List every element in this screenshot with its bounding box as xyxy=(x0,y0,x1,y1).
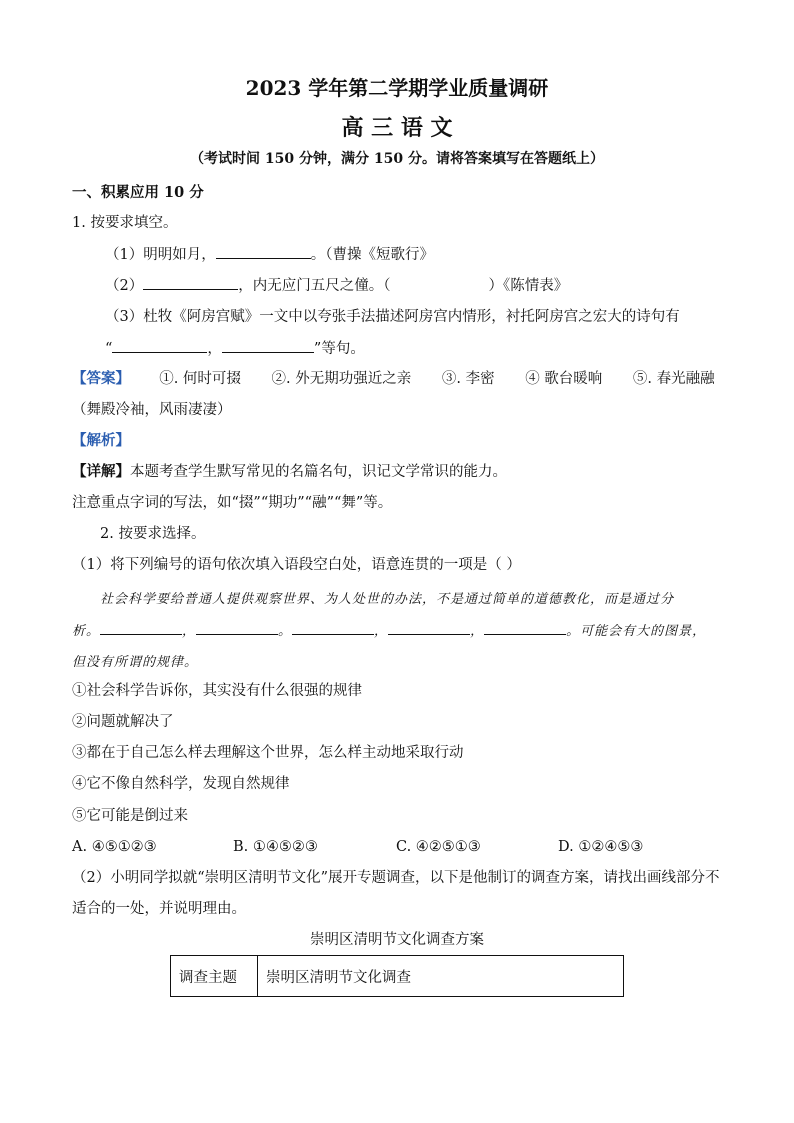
passage-sep: ， xyxy=(374,624,389,639)
q1-answer xyxy=(72,369,715,389)
answer-item: ④ 歌台暖响 xyxy=(525,371,603,387)
table-row xyxy=(171,956,624,997)
survey-table xyxy=(170,955,624,997)
quote-open: “ xyxy=(105,341,113,357)
list-item: ④它不像自然科学，发现自然规律 xyxy=(72,776,290,792)
list-item: ③都在于自己怎么样去理解这个世界，怎么样主动地采取行动 xyxy=(72,745,464,761)
passage-sep: ， xyxy=(182,624,197,639)
passage-sep: 。 xyxy=(278,624,293,639)
q1-item2-mid: ，内无应门五尺之僮。（ xyxy=(238,278,391,294)
passage-pre: 析。 xyxy=(72,624,101,639)
q1-item2-post: ）《陈情表》 xyxy=(488,278,569,294)
q1-item2 xyxy=(105,275,568,296)
q1-item3-line1: （3）杜牧《阿房宫赋》一文中以夸张手法描述阿房宫内情形，衬托阿房宫之宏大的诗句有 xyxy=(105,309,680,325)
answer-item: ③. 李密 xyxy=(441,371,495,387)
passage-line3: 但没有所谓的规律。 xyxy=(72,655,199,670)
q1-answer-cont: （舞殿冷袖，风雨凄凄） xyxy=(72,402,232,418)
q2-sub1: （1）将下列编号的语句依次填入语段空白处，语意连贯的一项是（ ） xyxy=(72,557,521,573)
fill-blank[interactable] xyxy=(216,244,311,259)
answer-label: 【答案】 xyxy=(72,370,130,387)
answer-item: ②. 外无期功强近之亲 xyxy=(271,371,412,387)
fill-blank[interactable] xyxy=(196,620,278,635)
quote-close: ”等句。 xyxy=(313,341,365,357)
fill-blank[interactable] xyxy=(484,620,566,635)
comma: ， xyxy=(207,341,222,357)
fill-blank[interactable] xyxy=(292,620,374,635)
q1-item2-pre: （2） xyxy=(105,278,144,294)
list-item: ①社会科学告诉你，其实没有什么很强的规律 xyxy=(72,683,362,699)
q1-stem: 1. 按要求填空。 xyxy=(72,215,178,231)
analysis-label: 【解析】 xyxy=(72,432,130,449)
fill-blank[interactable] xyxy=(222,338,314,353)
q1-item1-pre: （1）明明如月， xyxy=(105,247,216,263)
section-heading: 一、积累应用 10 分 xyxy=(72,184,204,201)
option-c[interactable]: C. ④②⑤①③ xyxy=(396,839,481,855)
q1-note: 注意重点字词的写法，如“掇”“期功”“融”“舞”等。 xyxy=(72,495,393,511)
table-cell-label: 调查主题 xyxy=(171,956,258,997)
answer-item: ⑤. 春光融融 xyxy=(632,371,715,387)
fill-blank[interactable] xyxy=(143,275,238,290)
q2-sub2-line2: 适合的一处，并说明理由。 xyxy=(72,901,246,917)
q1-item1 xyxy=(105,244,434,265)
passage-post: 。可能会有大的图景， xyxy=(566,624,707,639)
passage-line1: 社会科学要给普通人提供观察世界、为人处世的办法，不是通过简单的道德教化，而是通过分 xyxy=(100,592,675,607)
fill-blank[interactable] xyxy=(388,620,470,635)
passage-sep: ， xyxy=(470,624,485,639)
q2-sub2-line1: （2）小明同学拟就“崇明区清明节文化”展开专题调查，以下是他制订的调查方案，请找出画线部分不 xyxy=(72,870,720,886)
fill-blank[interactable] xyxy=(100,620,182,635)
fill-blank[interactable] xyxy=(112,338,207,353)
q2-stem: 2. 按要求选择。 xyxy=(100,526,206,542)
table-title: 崇明区清明节文化调查方案 xyxy=(310,932,484,948)
answer-item: ①. 何时可掇 xyxy=(159,371,241,387)
detail-label: 【详解】 xyxy=(72,463,130,480)
list-item: ②问题就解决了 xyxy=(72,714,174,730)
option-d[interactable]: D. ①②④⑤③ xyxy=(558,839,644,855)
table-cell-value: 崇明区清明节文化调查 xyxy=(258,956,624,997)
list-item: ⑤它可能是倒过来 xyxy=(72,808,188,824)
q1-detail xyxy=(72,462,507,482)
option-a[interactable]: A. ④⑤①②③ xyxy=(72,839,157,855)
subject-title: 高 三 语 文 xyxy=(341,115,453,141)
exam-note: （考试时间 150 分钟，满分 150 分。请将答案填写在答题纸上） xyxy=(190,151,604,167)
passage-line2 xyxy=(72,620,706,639)
option-b[interactable]: B. ①④⑤②③ xyxy=(233,839,318,855)
detail-text: 本题考查学生默写常见的名篇名句，识记文学常识的能力。 xyxy=(130,464,507,480)
q1-item3-line2 xyxy=(105,338,365,359)
exam-title: 2023 学年第二学期学业质量调研 xyxy=(245,76,549,100)
q1-item1-post: 。（曹操《短歌行》 xyxy=(310,247,434,263)
